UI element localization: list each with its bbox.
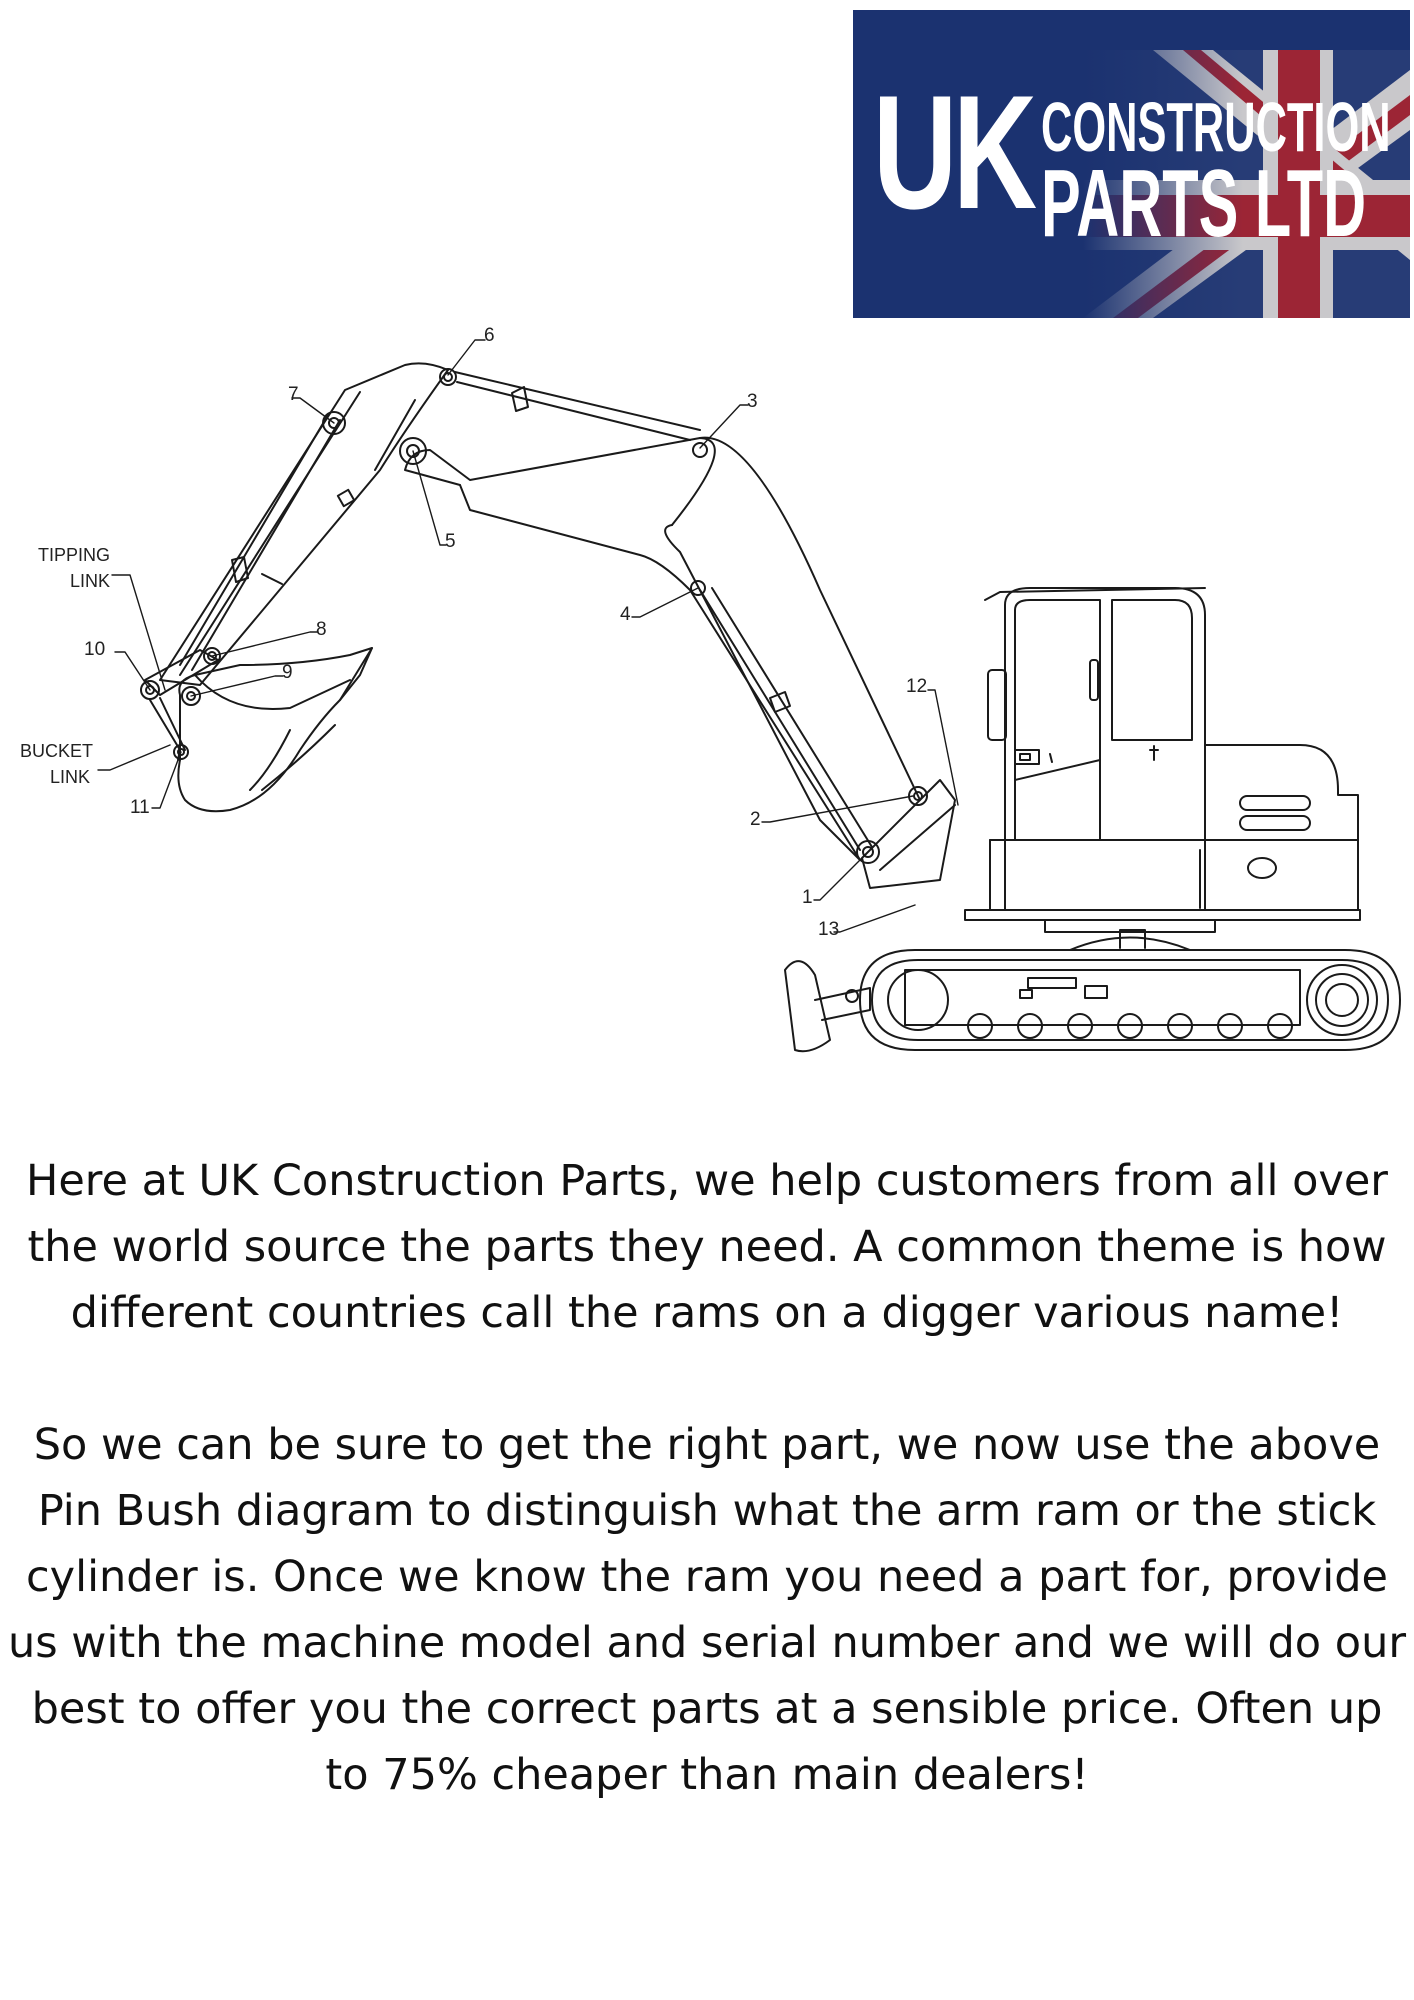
label-tipping-line1: TIPPING — [38, 545, 111, 565]
callout-11: 11 — [130, 797, 150, 818]
label-bucket-line2: LINK — [50, 767, 91, 787]
excavator-line-drawing — [0, 320, 1414, 1070]
arm-cylinder — [455, 372, 700, 440]
callout-3: 3 — [747, 391, 758, 412]
callout-2: 2 — [750, 809, 761, 830]
callout-13: 13 — [818, 919, 840, 940]
callout-10: 10 — [84, 639, 106, 660]
dozer-blade — [785, 961, 870, 1051]
undercarriage — [860, 930, 1400, 1050]
callout-7: 7 — [288, 384, 299, 405]
callout-6: 6 — [484, 325, 495, 346]
callout-8: 8 — [316, 619, 327, 640]
callout-1: 1 — [802, 887, 813, 908]
callout-leaders — [98, 340, 958, 932]
logo-line-parts-ltd: PARTS LTD — [1041, 150, 1367, 257]
company-logo — [853, 10, 1410, 318]
operator-cab — [985, 588, 1205, 910]
logo-line-construction: CONSTRUCTION — [1041, 88, 1391, 166]
bucket — [174, 648, 372, 811]
boom-cylinder — [700, 588, 879, 863]
pin-bush-diagram — [0, 320, 1414, 1070]
engine-cover — [1200, 745, 1358, 910]
callout-4: 4 — [620, 604, 631, 625]
label-bucket-line1: BUCKET — [20, 741, 94, 761]
boom — [405, 438, 955, 888]
logo-mark-uk: UK — [873, 62, 1033, 243]
label-tipping-line2: LINK — [70, 571, 111, 591]
description-text — [0, 1148, 1414, 1808]
callout-9: 9 — [282, 662, 293, 683]
paragraph-process: So we can be sure to get the right part, we now use the above Pin Bush diagram to distinguish what the arm ram or the stick cylinder is. Once we know the ram you need a part for, provide us with the machine model and serial number and we will do our best to offer you the correct parts at a sensible price. Often up to 75% cheaper than main dealers! — [7, 1420, 1407, 1800]
callout-12: 12 — [906, 676, 928, 697]
arm-stick — [160, 363, 456, 685]
paragraph-intro: Here at UK Construction Parts, we help customers from all over the world source the parts they need. A common theme is how different countries call the rams on a digger various name! — [26, 1156, 1388, 1338]
callout-5: 5 — [445, 531, 456, 552]
